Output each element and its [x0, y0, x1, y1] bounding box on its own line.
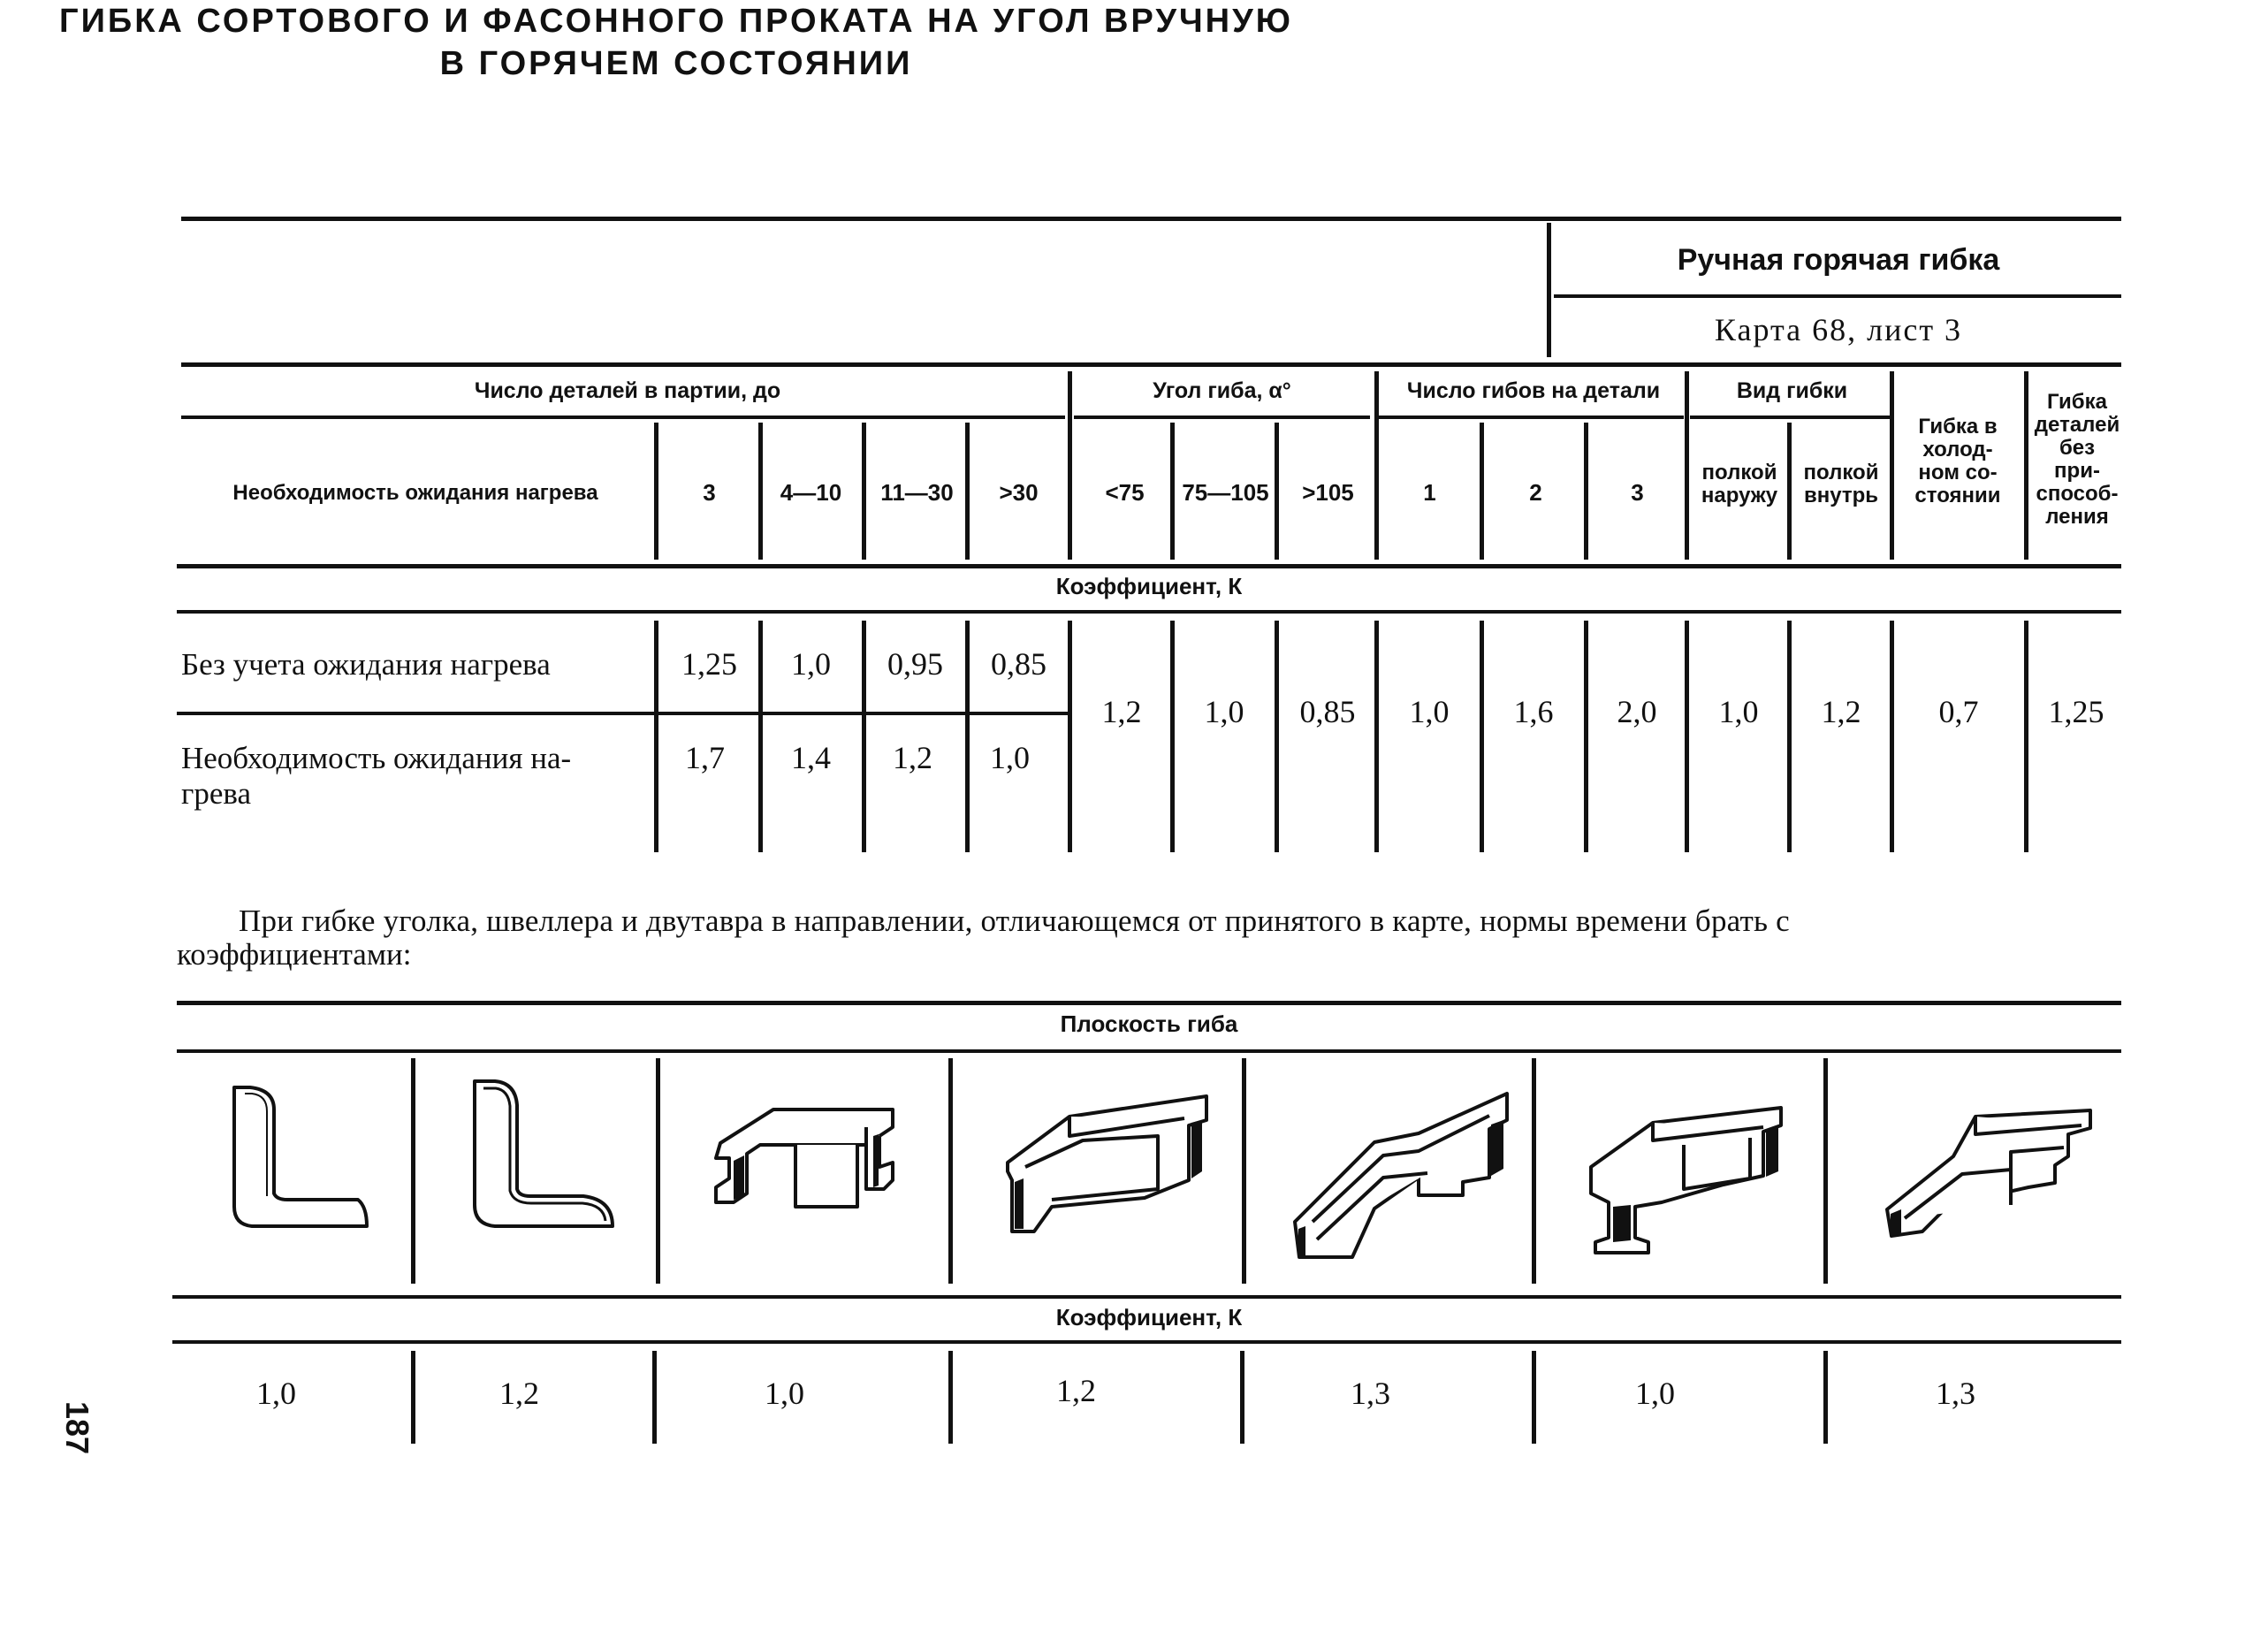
header-mid-rule: [1554, 294, 2121, 298]
bends-header-1: 1: [1423, 479, 1436, 506]
no-fixture-header: Гибка деталей без при- способ- ления: [2034, 390, 2120, 529]
row-divider: [177, 712, 1068, 715]
col-sep: [1823, 1058, 1828, 1284]
table2-shape-bottom-rule: [172, 1295, 2121, 1299]
note-line-1: При гибке уголка, швеллера и двутавра в направлении, отличающемся от принятого в карте, нормы времени брать с: [239, 904, 1790, 938]
coef-channel-flange: 1,3: [1936, 1376, 1975, 1411]
row1-parts-11-30: 0,95: [887, 646, 943, 682]
coef-angle-inner: 1,2: [499, 1376, 539, 1411]
header-top-rule: [181, 217, 2121, 221]
value-bends-1: 1,0: [1409, 694, 1450, 729]
ibeam-bend-flange-icon: [1582, 1083, 1794, 1255]
value-cold-bend: 0,7: [1938, 694, 1979, 729]
value-no-fixture: 1,25: [2048, 694, 2104, 729]
bends-header-2: 2: [1529, 479, 1542, 506]
col-sep: [1480, 423, 1484, 560]
bends-header-3: 3: [1631, 479, 1644, 506]
col-sep: [965, 423, 970, 560]
col-sep: [1685, 371, 1689, 560]
row2-parts-3: 1,7: [685, 740, 725, 775]
col-sep: [948, 1058, 953, 1284]
table2-coef-rule: [172, 1340, 2121, 1344]
row2-label: Необходимость ожидания на- грева: [181, 741, 572, 811]
coef-ibeam-flange: 1,0: [1635, 1376, 1675, 1411]
col-sep: [2024, 371, 2028, 560]
col-sep: [411, 1058, 415, 1284]
col-sep: [1787, 423, 1792, 560]
title-line-2: В ГОРЯЧЕМ СОСТОЯНИИ: [439, 45, 913, 82]
value-type-inward: 1,2: [1821, 694, 1861, 729]
col-sep: [1890, 621, 1894, 852]
parts-header-2: 4—10: [780, 479, 842, 506]
value-type-outward: 1,0: [1718, 694, 1759, 729]
col-sep: [1532, 1351, 1536, 1444]
group-underline-type: [1690, 416, 1891, 419]
coef-label-1: Коэффициент, К: [1055, 573, 1243, 599]
coef-bottom-rule: [177, 610, 2121, 614]
col-sep: [1275, 621, 1279, 852]
angle-header-1: <75: [1105, 479, 1145, 506]
row2-parts-over-30: 1,0: [990, 740, 1030, 775]
group-underline-bends: [1379, 416, 1684, 419]
row1-label: Без учета ожидания нагрева: [181, 647, 551, 682]
group-header-parts: Число деталей в партии, до: [474, 378, 781, 403]
coef-label-2: Коэффициент, К: [1055, 1304, 1243, 1331]
col-sep: [1584, 621, 1588, 852]
table2-header-rule: [177, 1049, 2121, 1053]
col-sep: [1170, 621, 1175, 852]
value-angle-75-105: 1,0: [1204, 694, 1244, 729]
col-sep: [1170, 423, 1175, 560]
card-number: Карта 68, лист 3: [1714, 312, 1963, 347]
parts-header-4: >30: [999, 479, 1039, 506]
group-underline-angle: [1074, 416, 1370, 419]
type-header-outward: полкой наружу: [1701, 461, 1778, 507]
group-underline-parts: [181, 416, 1065, 419]
group-header-type: Вид гибки: [1736, 378, 1848, 403]
col-sep: [1374, 371, 1379, 560]
col-sep: [411, 1351, 415, 1444]
channel-bend-flange-icon: [1878, 1094, 2099, 1249]
coef-channel: 1,2: [1056, 1373, 1096, 1408]
col-sep: [2024, 621, 2028, 852]
col-sep: [1374, 621, 1379, 852]
col-sep: [862, 423, 866, 560]
group-header-bends: Число гибов на детали: [1406, 378, 1661, 403]
col-sep: [1787, 621, 1792, 852]
col-sep: [656, 1058, 660, 1284]
note-line-2: коэффициентами:: [177, 937, 412, 972]
angle-header-3: >105: [1302, 479, 1354, 506]
col-sep: [965, 621, 970, 852]
angle-inner-icon: [464, 1074, 623, 1233]
col-sep: [1480, 621, 1484, 852]
value-bends-2: 1,6: [1513, 694, 1554, 729]
header-bottom-rule: [177, 564, 2121, 568]
page-number: 187: [59, 1401, 95, 1455]
col-sep: [1823, 1351, 1828, 1444]
channel-bend-long-icon: [1286, 1080, 1516, 1262]
row1-parts-over-30: 0,85: [991, 646, 1046, 682]
col-sep: [758, 621, 763, 852]
ibeam-bend-icon: [707, 1083, 910, 1233]
header-divider: [1547, 223, 1551, 357]
col-sep: [758, 423, 763, 560]
group-header-angle: Угол гиба, α°: [1153, 378, 1291, 403]
col-sep: [654, 621, 658, 852]
row2-parts-4-10: 1,4: [791, 740, 831, 775]
col-sep: [1275, 423, 1279, 560]
cold-bend-header: Гибка в холод- ном со- стоянии: [1914, 415, 2001, 507]
col-sep: [862, 621, 866, 852]
col-sep: [1584, 423, 1588, 560]
value-bends-3: 2,0: [1617, 694, 1657, 729]
type-header-inward: полкой внутрь: [1803, 461, 1879, 507]
coef-channel-long: 1,3: [1351, 1376, 1390, 1411]
col-sep: [948, 1351, 953, 1444]
section-title: Ручная горячая гибка: [1677, 243, 2000, 277]
angle-header-2: 75—105: [1182, 479, 1269, 506]
col-sep: [654, 423, 658, 560]
coef-angle-outer: 1,0: [256, 1376, 296, 1411]
coef-ibeam: 1,0: [765, 1376, 804, 1411]
title-line-1: ГИБКА СОРТОВОГО И ФАСОННОГО ПРОКАТА НА УГОЛ ВРУЧНУЮ: [59, 3, 1293, 40]
bend-plane-header: Плоскость гиба: [1060, 1010, 1238, 1037]
col-sep: [1685, 621, 1689, 852]
value-angle-under-75: 1,2: [1101, 694, 1142, 729]
col-sep: [1068, 621, 1072, 852]
table2-top-rule: [177, 1001, 2121, 1005]
channel-bend-icon: [999, 1083, 1220, 1242]
parts-header-1: 3: [703, 479, 716, 506]
row1-parts-3: 1,25: [681, 646, 737, 682]
row1-parts-4-10: 1,0: [791, 646, 831, 682]
col-sep: [1532, 1058, 1536, 1284]
col-sep: [1242, 1058, 1246, 1284]
col-sep: [1240, 1351, 1244, 1444]
col-sep: [652, 1351, 657, 1444]
document-title: [0, 0, 1352, 85]
angle-outer-icon: [225, 1083, 376, 1233]
table1-top-rule: [181, 362, 2121, 367]
value-angle-over-105: 0,85: [1299, 694, 1356, 729]
row2-parts-11-30: 1,2: [893, 740, 932, 775]
col-sep: [1068, 371, 1072, 560]
col-sep: [1890, 371, 1894, 560]
row-header-label: Необходимость ожидания нагрева: [232, 481, 598, 505]
parts-header-3: 11—30: [880, 479, 954, 506]
